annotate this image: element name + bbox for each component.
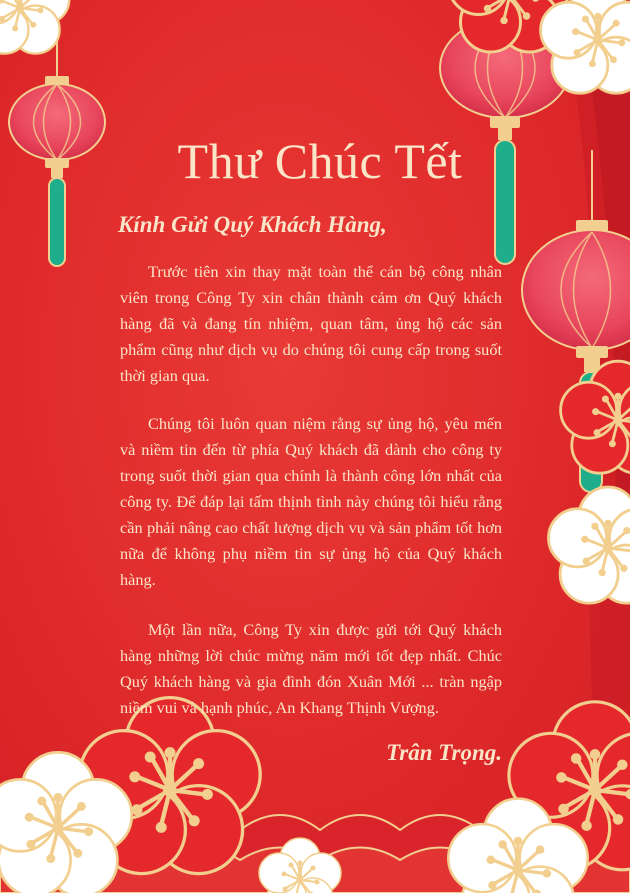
letter-title: Thư Chúc Tết bbox=[177, 133, 463, 189]
letter-paragraph-text: Một lần nữa, Công Ty xin được gửi tới Quý khách hàng những lời chúc mừng năm mới tốt đẹp nhất. Chúc Quý khách hàng và gia đình đón Xuân Mới ... tràn ngập niềm vui và hạnh phúc, An Khang Thịnh Vượng. bbox=[120, 620, 502, 717]
plum-blossom-icon bbox=[0, 698, 630, 893]
letter-greeting: Kính Gửi Quý Khách Hàng, bbox=[118, 212, 387, 237]
letter-paragraph bbox=[120, 411, 502, 593]
letter-paragraph-text: Chúng tôi luôn quan niệm rằng sự ủng hộ, yêu mến và niềm tin đến từ phía Quý khách đã dành cho công ty trong suốt thời gian qua chính là thành công lớn nhất của công ty. Để đáp lại tấm thịnh tình này chúng tôi hiểu rằng cần phải nâng cao chất lượng dịch vụ và sản phẩm tốt hơn nữa để không phụ niềm tin sự ủng hộ của Quý khách hàng. bbox=[120, 414, 502, 589]
letter-paragraph bbox=[120, 259, 502, 389]
letter-signoff: Trân Trọng. bbox=[386, 740, 502, 765]
letter-paragraph bbox=[120, 617, 502, 721]
letter-paragraph-text: Trước tiên xin thay mặt toàn thể cán bộ công nhân viên trong Công Ty xin chân thành cảm ơn Quý khách hàng đã và đang tín nhiệm, quan tâm, ủng hộ các sản phẩm cũng như dịch vụ do chúng tôi cung cấp trong suốt thời gian qua. bbox=[120, 262, 502, 385]
